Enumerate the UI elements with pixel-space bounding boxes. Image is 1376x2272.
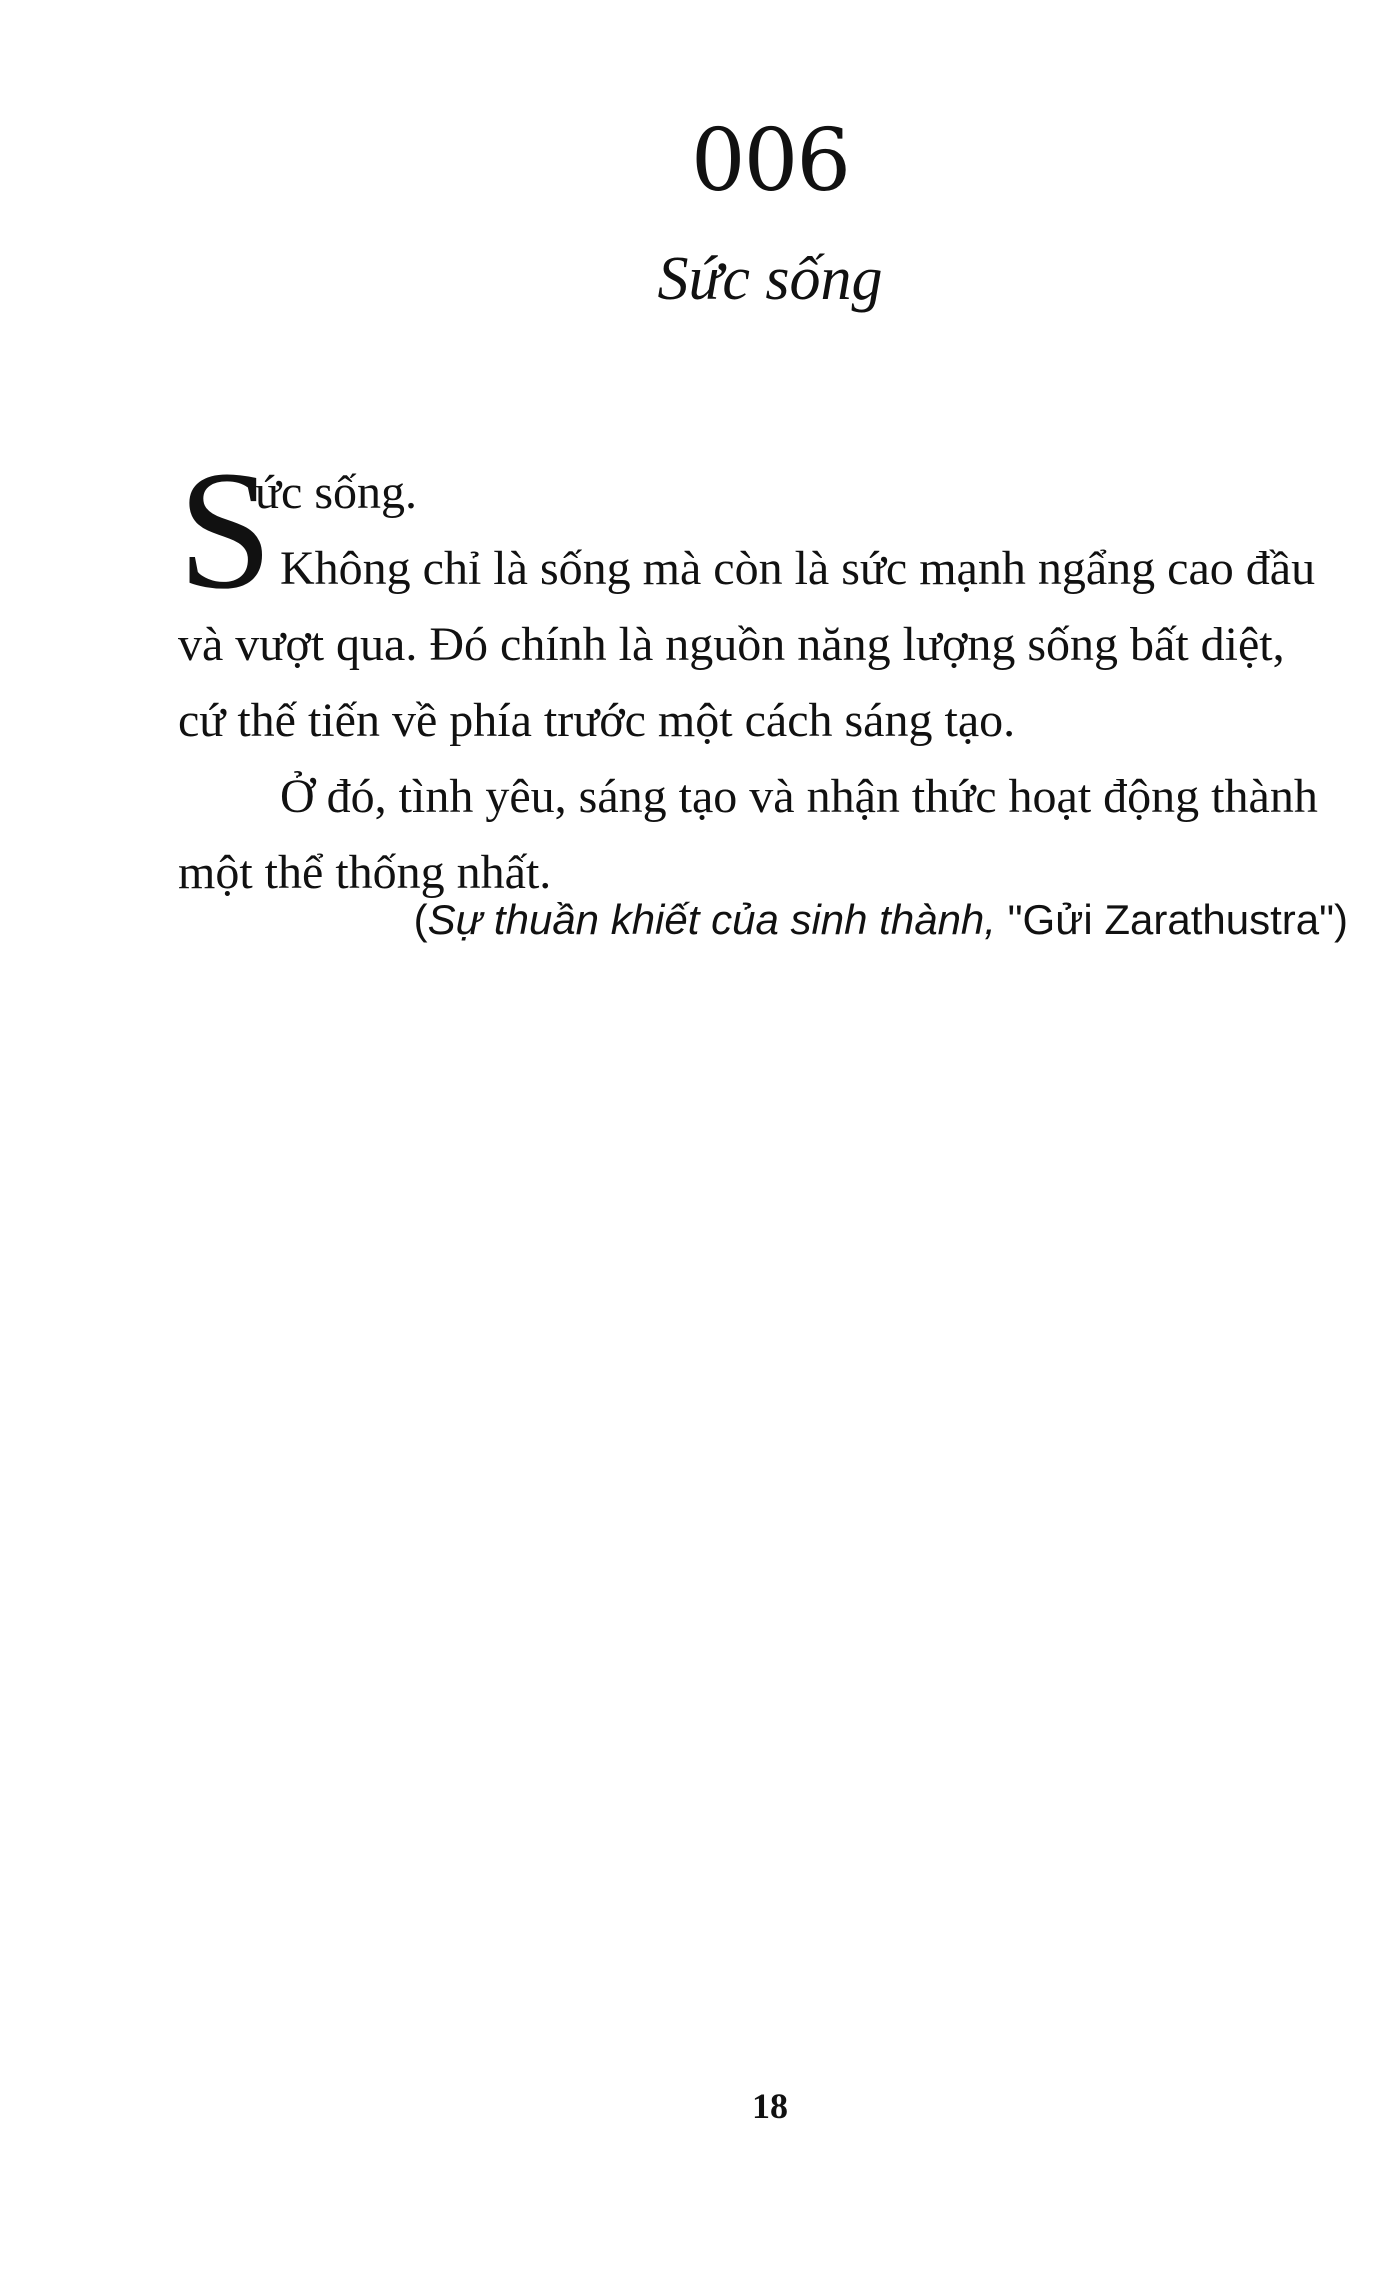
text-line: Không chỉ là sống mà còn là sức mạnh ngẩng cao đầu: [280, 542, 1316, 595]
text-line: và vượt qua. Đó chính là nguồn năng lượng sống bất diệt,: [178, 618, 1285, 671]
text-line: cứ thế tiến về phía trước một cách sáng tạo.: [178, 694, 1016, 747]
body-text: [178, 436, 1348, 911]
citation: [413, 896, 1348, 943]
citation-open: (: [413, 896, 428, 943]
first-words: ức sống.: [255, 466, 417, 519]
citation-work: Sự thuần khiết của sinh thành,: [427, 896, 996, 943]
chapter-number: 006: [690, 111, 850, 211]
citation-source: "Gửi Zarathustra"): [995, 896, 1348, 943]
page-number: 18: [752, 2086, 788, 2126]
text-line: một thể thống nhất.: [178, 846, 552, 899]
drop-cap: S: [178, 436, 273, 624]
chapter-title: Sức sống: [657, 245, 883, 313]
text-line: Ở đó, tình yêu, sáng tạo và nhận thức hoạt động thành: [280, 770, 1318, 823]
